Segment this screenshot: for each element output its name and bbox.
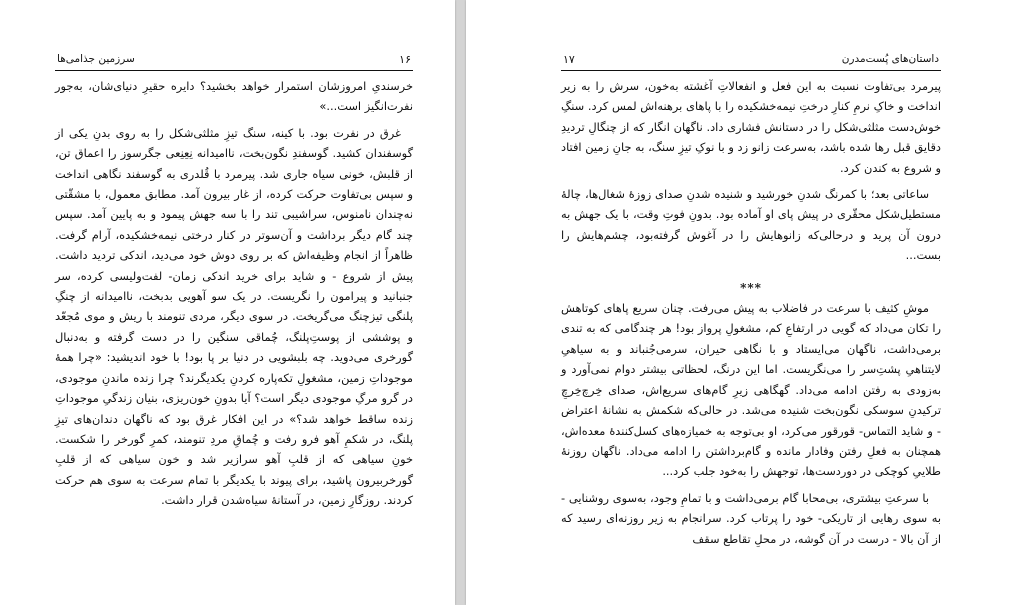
right-page <box>466 0 1024 605</box>
paragraph: پیرمرد بی‌تفاوت نسبت به این فعل و انفعالاتِ آغشته به‌خون، سرش را به زیر انداخت و خاکِ نرمِ کنارِ درختِ نیمه‌خشکیده را با پاهای برهنه‌اش لمس کرد. سنگِ خوش‌دست مثلثی‌شکل را در دستانش فشاری داد. ناگهان انگار که از چنگالِ تردیدِ دقایق قبل رها شده باشد، به‌سرعت زانو زد و با نوکِ تیزِ سنگ، به جانِ زمین افتاد و شروع به کندن کرد. <box>561 79 941 175</box>
right-page-body <box>561 76 941 555</box>
paragraph: با سرعتِ بیشتری، بی‌محابا گام برمی‌داشت و با تمامِ وجود، به‌سوی روشنایی - به سوی رهایی از تاریکی- خود را پرتاب کرد. سرانجام به زیر روزنه‌ای رسید که از آن بالا - درست در آن گوشه، در محلِ تقاطع سقف <box>561 490 941 546</box>
left-page <box>0 0 455 605</box>
left-page-number: ۱۶ <box>399 53 411 66</box>
right-page-header <box>561 50 941 71</box>
right-page-number: ۱۷ <box>563 53 575 66</box>
paragraph: غرق در نفرت بود. با کینه، سنگ تیزِ مثلثی‌شکل را به روی بدنِ یکی از گوسفندان کشید. گوسفندِ نگون‌بخت، ناامیدانه نِعِنِعی جگرسوز را اعماق تن، از قلبش، خونی سیاه جاری شد. پیرمرد با قُلدری به گوسفند نگاهی انداخت و سپس بی‌تفاوت حرکت کرده، از غار بیرون آمد. مطابق معمول، با مشقّتی نه‌چندان نامنوس، سراشیبی تند را با سه جهش پیمود و به پایین آمد. سپس چند گام دیگر برداشت و آن‌سوتر در کنار درختی نیمه‌خشکیده، آرام گرفت. ظاهراً از انجام وظیفه‌اش که بر روی دوش خود می‌دید، اندکی تردید داشت. پیش از شروع - و شاید برای خرید اندکی زمان- لفت‌ولیسی کرده، سر جنبانید و پیرامون را نگریست. در یک سو آهویی بدبخت، ناامیدانه از چنگِ پلنگی تیزچنگ می‌گریخت. در سوی دیگر، مردی تنومند با ریش و موی مُجعّد و پوششی از پوستِ‌پلنگ، چُماقی سنگین را در دست گرفته و به‌دنبال گورخری می‌دوید. چه بلبشویی در دنیا بر پا بود! با خود اندیشید: «چرا همهٔ موجوداتِ زمین، مشغولِ تکه‌پاره کردنِ یکدیگرند؟ چرا زنده ماندنِ موجودی، در گرو مرگِ موجودی دیگر است؟ آیا بدونِ خون‌ریزی، بنیان زندگیِ موجوداتِ زنده ساقط خواهد شد؟» در این افکار غرق بود که ناگهان دندان‌های تیزِ پلنگ، در شکمِ آهو فرو رفت و چُماقِ مردِ تنومند، کمرِ گورخر را شکست. خونِ سیاهی که از قلبِ آهو سرازیر شد و خون سیاهی که از قلبِ گورخربیرون پاشید، برای پیوند با یکدیگر با تمام سرعت به سوی هم حرکت کردند. روزگارِ زمین، در آستانهٔ سیاه‌شدن قرار داشت. <box>55 125 413 508</box>
left-page-body <box>55 76 413 517</box>
paragraph: خرسندیِ امروزشان استمرار خواهد بخشید؟ دایره حقیرِ دنیای‌شان، به‌جور نفرت‌انگیز است...» <box>55 79 413 114</box>
right-running-title: داستان‌های پُست‌مدرن <box>841 53 939 65</box>
paragraph: موشِ کثیف با سرعت در فاضلاب به پیش می‌رفت. چنان سریع پاهای کوتاهش را تکان می‌داد که گویی در ارتفاعِ کم، مشغولِ پرواز بود! هر چندگامی که به تندی برمی‌داشت، ناگهان می‌ایستاد و با نگاهی حیران، سرمی‌جُنباند و به سیاهیِ لایتناهیِ پشتِ‌سر را می‌نگریست. اما این درنگ، لحظاتی بیشتر دوام نمی‌آورد و به‌زودی به رفتن ادامه می‌داد. گهگاهی زیرِ گام‌های سریع‌اش، صدای خِرچ‌خِرچِ ترکیدنِ سوسکی نگون‌بخت شنیده می‌شد. در حالی‌که شکمش به نشانهٔ اعتراض - و شاید التماس- قورقور می‌کرد، او بی‌توجه به خمیازه‌های کسل‌کنندهٔ معده‌اش، همچنان به فعلِ رفتن وفادار مانده و گام‌برداشتن را ادامه می‌داد. ناگهان روزنهٔ طلاییِ کوچکی در دوردست‌ها، توجهش را به‌خود جلب کرد... <box>561 301 941 479</box>
left-page-header <box>55 50 413 71</box>
paragraph: ساعاتی بعد؛ با کمرنگ شدنِ خورشید و شنیده شدنِ صدای زوزهٔ شغال‌ها، چالهٔ مستطیل‌شکل محقّری در پیش پای او آماده بود. بدونِ فوتِ وقت، با یک جهش به درون آن پرید و درحالی‌که زانوهایش را در آغوش گرفته‌بود، چشم‌هایش را بست... <box>561 187 941 263</box>
section-separator: *** <box>740 280 762 295</box>
left-running-title: سرزمین جذامی‌ها <box>57 53 135 65</box>
